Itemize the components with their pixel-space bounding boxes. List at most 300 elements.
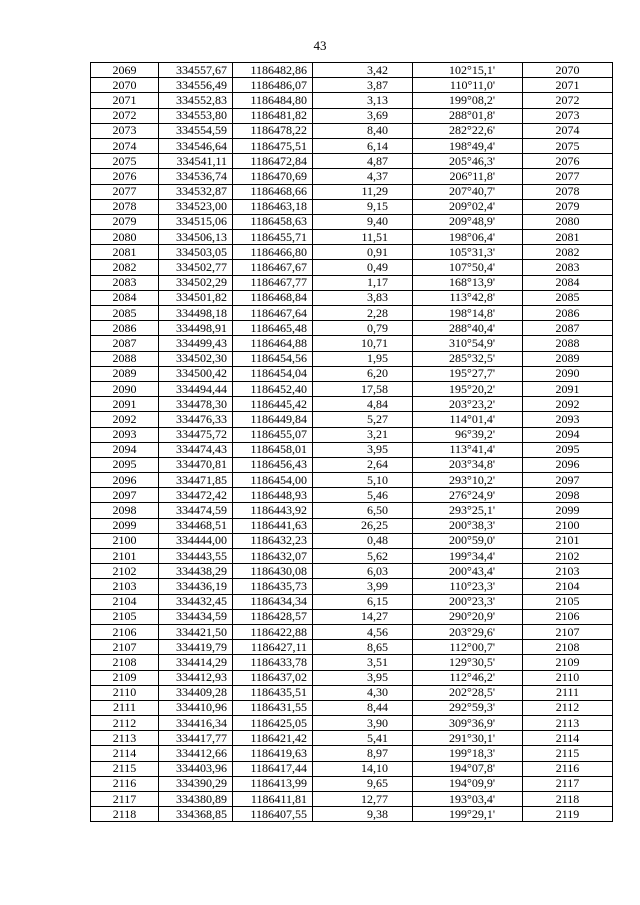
distance-cell: 4,56 [313,624,413,639]
x-coordinate-cell: 334515,06 [159,214,233,229]
distance-cell: 0,79 [313,321,413,336]
next-point-cell: 2104 [523,579,613,594]
next-point-cell: 2077 [523,169,613,184]
distance-cell: 5,62 [313,549,413,564]
table-row [91,457,613,472]
x-coordinate-cell: 334432,45 [159,594,233,609]
distance-cell: 0,91 [313,245,413,260]
direction-angle-cell: 291°30,1' [413,731,523,746]
x-coordinate-cell: 334409,28 [159,685,233,700]
x-coordinate-cell: 334499,43 [159,336,233,351]
x-coordinate-cell: 334502,29 [159,275,233,290]
next-point-cell: 2080 [523,214,613,229]
direction-angle-cell: 292°59,3' [413,700,523,715]
direction-angle-cell: 290°20,9' [413,609,523,624]
point-number-cell: 2100 [91,533,159,548]
x-coordinate-cell: 334554,59 [159,123,233,138]
distance-cell: 6,50 [313,503,413,518]
point-number-cell: 2112 [91,716,159,731]
point-number-cell: 2117 [91,792,159,807]
direction-angle-cell: 203°29,6' [413,624,523,639]
table-row [91,488,613,503]
table-row [91,624,613,639]
table-row [91,138,613,153]
x-coordinate-cell: 334412,66 [159,746,233,761]
direction-angle-cell: 199°18,3' [413,746,523,761]
distance-cell: 9,65 [313,776,413,791]
direction-angle-cell: 203°34,8' [413,457,523,472]
next-point-cell: 2072 [523,93,613,108]
distance-cell: 3,51 [313,655,413,670]
distance-cell: 3,95 [313,670,413,685]
point-number-cell: 2083 [91,275,159,290]
y-coordinate-cell: 1186435,73 [233,579,313,594]
y-coordinate-cell: 1186422,88 [233,624,313,639]
point-number-cell: 2076 [91,169,159,184]
distance-cell: 14,27 [313,609,413,624]
y-coordinate-cell: 1186486,07 [233,78,313,93]
next-point-cell: 2108 [523,640,613,655]
distance-cell: 5,10 [313,473,413,488]
point-number-cell: 2084 [91,290,159,305]
y-coordinate-cell: 1186475,51 [233,138,313,153]
direction-angle-cell: 209°48,9' [413,214,523,229]
y-coordinate-cell: 1186419,63 [233,746,313,761]
direction-angle-cell: 194°09,9' [413,776,523,791]
next-point-cell: 2111 [523,685,613,700]
point-number-cell: 2072 [91,108,159,123]
next-point-cell: 2086 [523,306,613,321]
direction-angle-cell: 113°42,8' [413,290,523,305]
point-number-cell: 2073 [91,123,159,138]
y-coordinate-cell: 1186411,81 [233,792,313,807]
point-number-cell: 2082 [91,260,159,275]
next-point-cell: 2094 [523,427,613,442]
distance-cell: 3,95 [313,442,413,457]
table-row [91,731,613,746]
x-coordinate-cell: 334421,50 [159,624,233,639]
y-coordinate-cell: 1186431,55 [233,700,313,715]
y-coordinate-cell: 1186464,88 [233,336,313,351]
y-coordinate-cell: 1186427,11 [233,640,313,655]
y-coordinate-cell: 1186458,01 [233,442,313,457]
next-point-cell: 2093 [523,412,613,427]
point-number-cell: 2087 [91,336,159,351]
point-number-cell: 2111 [91,700,159,715]
point-number-cell: 2115 [91,761,159,776]
table-row [91,169,613,184]
y-coordinate-cell: 1186432,07 [233,549,313,564]
next-point-cell: 2106 [523,609,613,624]
point-number-cell: 2077 [91,184,159,199]
y-coordinate-cell: 1186407,55 [233,807,313,822]
table-row [91,564,613,579]
point-number-cell: 2091 [91,397,159,412]
next-point-cell: 2118 [523,792,613,807]
direction-angle-cell: 309°36,9' [413,716,523,731]
point-number-cell: 2089 [91,366,159,381]
distance-cell: 5,41 [313,731,413,746]
next-point-cell: 2095 [523,442,613,457]
distance-cell: 2,28 [313,306,413,321]
next-point-cell: 2090 [523,366,613,381]
distance-cell: 3,42 [313,63,413,78]
next-point-cell: 2096 [523,457,613,472]
point-number-cell: 2095 [91,457,159,472]
y-coordinate-cell: 1186454,00 [233,473,313,488]
next-point-cell: 2114 [523,731,613,746]
direction-angle-cell: 199°34,4' [413,549,523,564]
table-row [91,63,613,78]
direction-angle-cell: 206°11,8' [413,169,523,184]
table-row [91,366,613,381]
next-point-cell: 2092 [523,397,613,412]
table-row [91,761,613,776]
x-coordinate-cell: 334546,64 [159,138,233,153]
distance-cell: 9,40 [313,214,413,229]
x-coordinate-cell: 334536,74 [159,169,233,184]
distance-cell: 1,17 [313,275,413,290]
distance-cell: 17,58 [313,381,413,396]
x-coordinate-cell: 334541,11 [159,154,233,169]
direction-angle-cell: 288°01,8' [413,108,523,123]
distance-cell: 12,77 [313,792,413,807]
direction-angle-cell: 200°23,3' [413,594,523,609]
distance-cell: 5,46 [313,488,413,503]
x-coordinate-cell: 334443,55 [159,549,233,564]
table-row [91,716,613,731]
point-number-cell: 2102 [91,564,159,579]
direction-angle-cell: 288°40,4' [413,321,523,336]
table-row [91,442,613,457]
next-point-cell: 2110 [523,670,613,685]
distance-cell: 8,40 [313,123,413,138]
x-coordinate-cell: 334416,34 [159,716,233,731]
y-coordinate-cell: 1186458,63 [233,214,313,229]
y-coordinate-cell: 1186428,57 [233,609,313,624]
direction-angle-cell: 105°31,3' [413,245,523,260]
table-row [91,321,613,336]
table-row [91,306,613,321]
point-number-cell: 2114 [91,746,159,761]
next-point-cell: 2070 [523,63,613,78]
point-number-cell: 2096 [91,473,159,488]
table-row [91,184,613,199]
y-coordinate-cell: 1186466,80 [233,245,313,260]
x-coordinate-cell: 334557,67 [159,63,233,78]
table-body [91,63,613,822]
x-coordinate-cell: 334552,83 [159,93,233,108]
next-point-cell: 2085 [523,290,613,305]
table-row [91,78,613,93]
distance-cell: 6,20 [313,366,413,381]
distance-cell: 0,48 [313,533,413,548]
point-number-cell: 2086 [91,321,159,336]
point-number-cell: 2080 [91,230,159,245]
y-coordinate-cell: 1186441,63 [233,518,313,533]
point-number-cell: 2110 [91,685,159,700]
direction-angle-cell: 207°40,7' [413,184,523,199]
next-point-cell: 2099 [523,503,613,518]
y-coordinate-cell: 1186467,64 [233,306,313,321]
table-row [91,594,613,609]
next-point-cell: 2119 [523,807,613,822]
next-point-cell: 2084 [523,275,613,290]
x-coordinate-cell: 334498,91 [159,321,233,336]
direction-angle-cell: 203°23,2' [413,397,523,412]
table-row [91,640,613,655]
x-coordinate-cell: 334556,49 [159,78,233,93]
next-point-cell: 2079 [523,199,613,214]
x-coordinate-cell: 334438,29 [159,564,233,579]
point-number-cell: 2075 [91,154,159,169]
direction-angle-cell: 194°07,8' [413,761,523,776]
x-coordinate-cell: 334475,72 [159,427,233,442]
distance-cell: 9,38 [313,807,413,822]
y-coordinate-cell: 1186417,44 [233,761,313,776]
y-coordinate-cell: 1186448,93 [233,488,313,503]
distance-cell: 8,44 [313,700,413,715]
x-coordinate-cell: 334390,29 [159,776,233,791]
next-point-cell: 2089 [523,351,613,366]
table-row [91,473,613,488]
distance-cell: 1,95 [313,351,413,366]
distance-cell: 4,37 [313,169,413,184]
point-number-cell: 2108 [91,655,159,670]
next-point-cell: 2091 [523,381,613,396]
table-row [91,214,613,229]
distance-cell: 8,97 [313,746,413,761]
direction-angle-cell: 168°13,9' [413,275,523,290]
x-coordinate-cell: 334436,19 [159,579,233,594]
point-number-cell: 2116 [91,776,159,791]
next-point-cell: 2117 [523,776,613,791]
distance-cell: 3,21 [313,427,413,442]
y-coordinate-cell: 1186478,22 [233,123,313,138]
next-point-cell: 2116 [523,761,613,776]
direction-angle-cell: 202°28,5' [413,685,523,700]
point-number-cell: 2113 [91,731,159,746]
direction-angle-cell: 113°41,4' [413,442,523,457]
point-number-cell: 2098 [91,503,159,518]
y-coordinate-cell: 1186432,23 [233,533,313,548]
table-row [91,260,613,275]
y-coordinate-cell: 1186482,86 [233,63,313,78]
point-number-cell: 2081 [91,245,159,260]
point-number-cell: 2104 [91,594,159,609]
table-row [91,792,613,807]
distance-cell: 6,14 [313,138,413,153]
distance-cell: 4,84 [313,397,413,412]
table-row [91,230,613,245]
distance-cell: 11,29 [313,184,413,199]
next-point-cell: 2103 [523,564,613,579]
distance-cell: 0,49 [313,260,413,275]
point-number-cell: 2069 [91,63,159,78]
y-coordinate-cell: 1186472,84 [233,154,313,169]
direction-angle-cell: 198°06,4' [413,230,523,245]
x-coordinate-cell: 334468,51 [159,518,233,533]
direction-angle-cell: 205°46,3' [413,154,523,169]
table-row [91,655,613,670]
next-point-cell: 2113 [523,716,613,731]
x-coordinate-cell: 334470,81 [159,457,233,472]
y-coordinate-cell: 1186455,07 [233,427,313,442]
distance-cell: 3,90 [313,716,413,731]
direction-angle-cell: 110°11,0' [413,78,523,93]
page-number: 43 [313,38,327,53]
point-number-cell: 2105 [91,609,159,624]
next-point-cell: 2076 [523,154,613,169]
table-row [91,700,613,715]
y-coordinate-cell: 1186454,56 [233,351,313,366]
y-coordinate-cell: 1186425,05 [233,716,313,731]
point-number-cell: 2097 [91,488,159,503]
table-row [91,336,613,351]
direction-angle-cell: 96°39,2' [413,427,523,442]
x-coordinate-cell: 334553,80 [159,108,233,123]
y-coordinate-cell: 1186443,92 [233,503,313,518]
x-coordinate-cell: 334380,89 [159,792,233,807]
table-row [91,108,613,123]
distance-cell: 3,69 [313,108,413,123]
next-point-cell: 2087 [523,321,613,336]
table-row [91,746,613,761]
direction-angle-cell: 199°08,2' [413,93,523,108]
next-point-cell: 2112 [523,700,613,715]
next-point-cell: 2115 [523,746,613,761]
next-point-cell: 2071 [523,78,613,93]
x-coordinate-cell: 334476,33 [159,412,233,427]
direction-angle-cell: 110°23,3' [413,579,523,594]
distance-cell: 10,71 [313,336,413,351]
x-coordinate-cell: 334503,05 [159,245,233,260]
y-coordinate-cell: 1186430,08 [233,564,313,579]
direction-angle-cell: 193°03,4' [413,792,523,807]
point-number-cell: 2088 [91,351,159,366]
next-point-cell: 2100 [523,518,613,533]
direction-angle-cell: 293°10,2' [413,473,523,488]
distance-cell: 11,51 [313,230,413,245]
x-coordinate-cell: 334478,30 [159,397,233,412]
point-number-cell: 2093 [91,427,159,442]
x-coordinate-cell: 334523,00 [159,199,233,214]
table-row [91,685,613,700]
direction-angle-cell: 200°38,3' [413,518,523,533]
next-point-cell: 2078 [523,184,613,199]
direction-angle-cell: 200°59,0' [413,533,523,548]
distance-cell: 9,15 [313,199,413,214]
next-point-cell: 2088 [523,336,613,351]
direction-angle-cell: 112°00,7' [413,640,523,655]
next-point-cell: 2101 [523,533,613,548]
next-point-cell: 2105 [523,594,613,609]
point-number-cell: 2099 [91,518,159,533]
table-row [91,776,613,791]
y-coordinate-cell: 1186470,69 [233,169,313,184]
direction-angle-cell: 209°02,4' [413,199,523,214]
y-coordinate-cell: 1186437,02 [233,670,313,685]
y-coordinate-cell: 1186434,34 [233,594,313,609]
direction-angle-cell: 107°50,4' [413,260,523,275]
y-coordinate-cell: 1186468,84 [233,290,313,305]
distance-cell: 3,87 [313,78,413,93]
direction-angle-cell: 112°46,2' [413,670,523,685]
next-point-cell: 2102 [523,549,613,564]
next-point-cell: 2073 [523,108,613,123]
direction-angle-cell: 198°14,8' [413,306,523,321]
next-point-cell: 2098 [523,488,613,503]
distance-cell: 4,30 [313,685,413,700]
next-point-cell: 2075 [523,138,613,153]
direction-angle-cell: 276°24,9' [413,488,523,503]
y-coordinate-cell: 1186456,43 [233,457,313,472]
y-coordinate-cell: 1186449,84 [233,412,313,427]
next-point-cell: 2107 [523,624,613,639]
x-coordinate-cell: 334419,79 [159,640,233,655]
table-row [91,93,613,108]
y-coordinate-cell: 1186455,71 [233,230,313,245]
table-row [91,199,613,214]
point-number-cell: 2094 [91,442,159,457]
coordinates-table [90,62,613,822]
direction-angle-cell: 285°32,5' [413,351,523,366]
x-coordinate-cell: 334506,13 [159,230,233,245]
next-point-cell: 2082 [523,245,613,260]
direction-angle-cell: 102°15,1' [413,63,523,78]
table-row [91,397,613,412]
table-row [91,123,613,138]
direction-angle-cell: 198°49,4' [413,138,523,153]
table-row [91,518,613,533]
x-coordinate-cell: 334403,96 [159,761,233,776]
y-coordinate-cell: 1186465,48 [233,321,313,336]
x-coordinate-cell: 334494,44 [159,381,233,396]
x-coordinate-cell: 334410,96 [159,700,233,715]
direction-angle-cell: 293°25,1' [413,503,523,518]
distance-cell: 6,15 [313,594,413,609]
distance-cell: 2,64 [313,457,413,472]
x-coordinate-cell: 334474,43 [159,442,233,457]
point-number-cell: 2085 [91,306,159,321]
y-coordinate-cell: 1186413,99 [233,776,313,791]
distance-cell: 5,27 [313,412,413,427]
table-row [91,351,613,366]
distance-cell: 26,25 [313,518,413,533]
next-point-cell: 2081 [523,230,613,245]
y-coordinate-cell: 1186467,67 [233,260,313,275]
point-number-cell: 2071 [91,93,159,108]
x-coordinate-cell: 334414,29 [159,655,233,670]
point-number-cell: 2106 [91,624,159,639]
point-number-cell: 2074 [91,138,159,153]
point-number-cell: 2109 [91,670,159,685]
x-coordinate-cell: 334502,30 [159,351,233,366]
point-number-cell: 2107 [91,640,159,655]
point-number-cell: 2079 [91,214,159,229]
table-row [91,609,613,624]
next-point-cell: 2109 [523,655,613,670]
distance-cell: 4,87 [313,154,413,169]
next-point-cell: 2074 [523,123,613,138]
table-row [91,275,613,290]
y-coordinate-cell: 1186463,18 [233,199,313,214]
x-coordinate-cell: 334471,85 [159,473,233,488]
table-row [91,427,613,442]
next-point-cell: 2097 [523,473,613,488]
point-number-cell: 2118 [91,807,159,822]
distance-cell: 14,10 [313,761,413,776]
